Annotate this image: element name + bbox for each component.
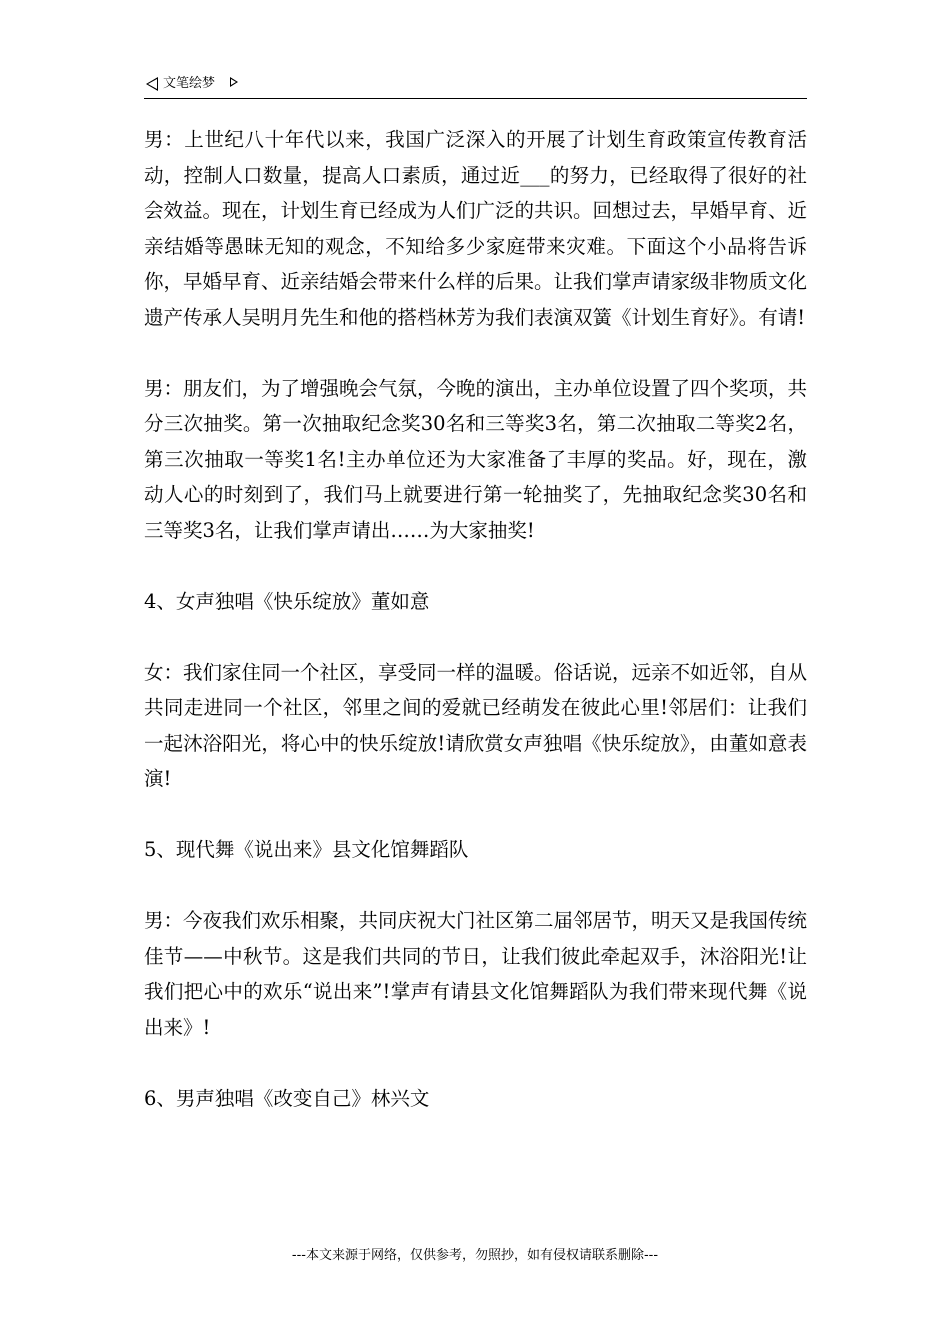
paragraph-lottery: 男：朋友们，为了增强晚会气氛，今晚的演出，主办单位设置了四个奖项，共分三次抽奖。第一次抽取纪念奖30名和三等奖3名，第二次抽取二等奖2名，第三次抽取一等奖1名!主办单位还为大家准备了丰厚的奖品。好，现在，激动人心的时刻到了，我们马上就要进行第一轮抽奖了，先抽取纪念奖30名和三等奖3名，让我们掌声请出……为大家抽奖! [144, 376, 808, 542]
page-header [144, 74, 807, 99]
header-logo-text: 文笔绘梦 [163, 76, 216, 91]
page-footer: ---本文来源于网络，仅供参考，勿照抄，如有侵权请联系删除--- [291, 1248, 659, 1263]
paragraph-female-solo: 女：我们家住同一个社区，享受同一样的温暖。俗话说，远亲不如近邻，自从共同走进同一个社区，邻里之间的爱就已经萌发在彼此心里!邻居们：让我们一起沐浴阳光，将心中的快乐绽放!请欣赏女声独唱《快乐绽放》，由董如意表演! [144, 660, 808, 790]
triangle-right-icon [230, 77, 238, 87]
program-item-5: 5、现代舞《说出来》县文化馆舞蹈队 [144, 838, 469, 861]
triangle-left-icon [146, 77, 158, 91]
paragraph-modern-dance: 男：今夜我们欢乐相聚，共同庆祝大门社区第二届邻居节，明天又是我国传统佳节——中秋节。这是我们共同的节日，让我们彼此牵起双手，沐浴阳光!让我们把心中的欢乐“说出来”!掌声有请县文化馆舞蹈队为我们带来现代舞《说出来》! [144, 909, 808, 1039]
paragraph-intro-family-planning: 男：上世纪八十年代以来，我国广泛深入的开展了计划生育政策宣传教育活动，控制人口数量，提高人口素质，通过近___的努力，已经取得了很好的社会效益。现在，计划生育已经成为人们广泛的共识。回想过去，早婚早育、近亲结婚等愚昧无知的观念，不知给多少家庭带来灾难。下面这个小品将告诉你，早婚早育、近亲结婚会带来什么样的后果。让我们掌声请家级非物质文化遗产传承人吴明月先生和他的搭档林芳为我们表演双簧《计划生育好》。有请! [144, 128, 808, 329]
document-body [144, 122, 807, 1116]
program-item-6: 6、男声独唱《改变自己》林兴文 [144, 1086, 430, 1110]
program-item-4: 4、女声独唱《快乐绽放》董如意 [144, 589, 430, 613]
